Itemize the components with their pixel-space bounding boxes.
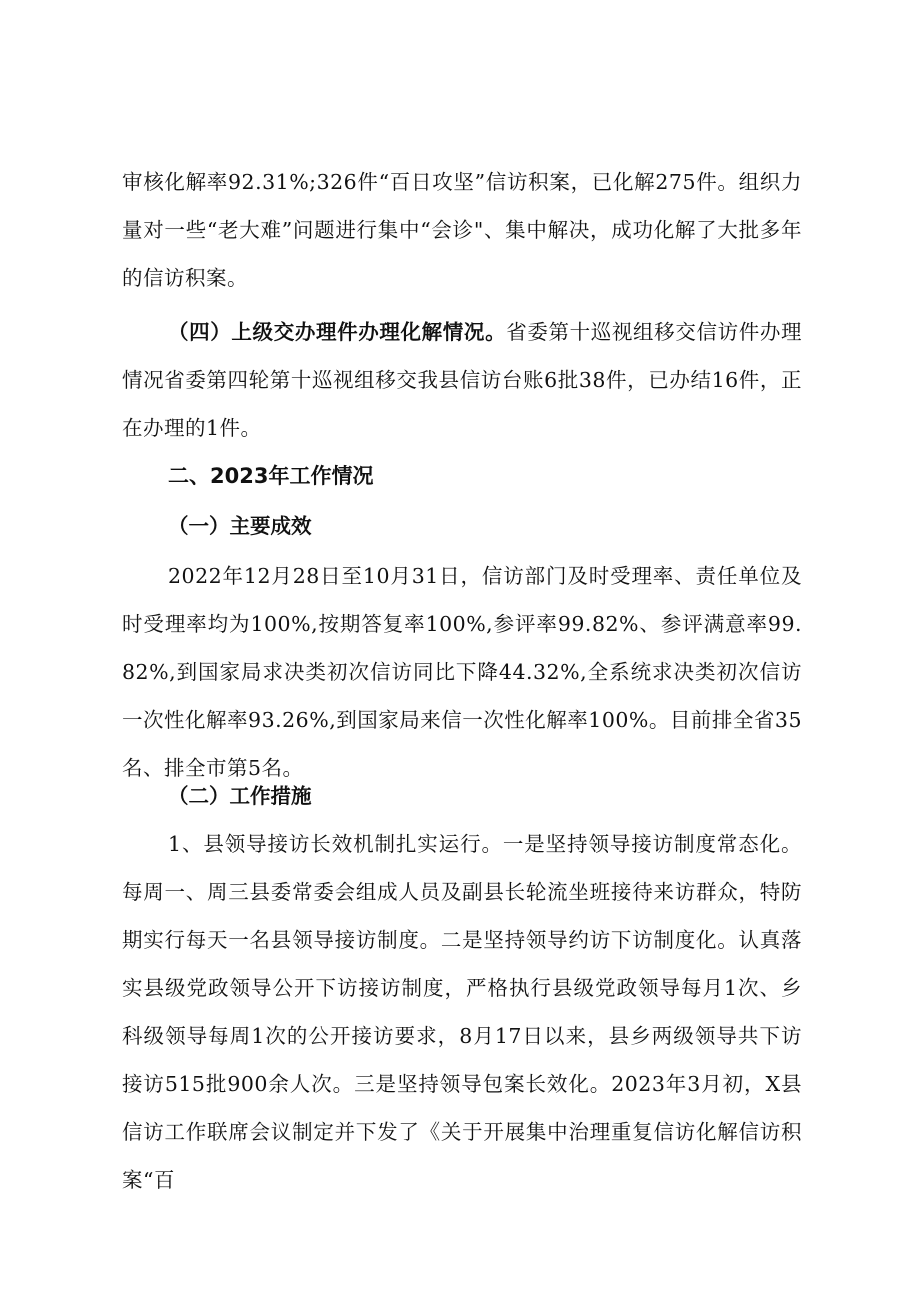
subheading-main-results: （一）主要成效 — [168, 514, 312, 538]
paragraph-main-results: 2022年12月28日至10月31日，信访部门及时受理率、责任单位及时受理率均为100%,按期答复率100%,参评率99.82%、参评满意率99.82%,到国家局求决类初次信访同比下降44.32%,全系统求决类初次信访一次性化解率93.26%,到国家局来信一次性化解率100%。目前排全省35名、排全市第5名。 — [122, 564, 802, 780]
section-heading-2023-work: 二、2023年工作情况 — [168, 464, 374, 488]
paragraph-body-superior-cases: 省委第十巡视组移交信访件办理情况省委第四轮第十巡视组移交我县信访台账6批38件，已办结16件，正在办理的1件。 — [122, 320, 803, 440]
paragraph-work-measures: 1、县领导接访长效机制扎实运行。一是坚持领导接访制度常态化。每周一、周三县委常委会组成人员及副县长轮流坐班接待来访群众，特防期实行每天一名县领导接访制度。二是坚持领导约访下访制度化。认真落实县级党政领导公开下访接访制度，严格执行县级党政领导每月1次、乡科级领导每周1次的公开接访要求，8月17日以来，县乡两级领导共下访接访515批900余人次。三是坚持领导包案长效化。2023年3月初，X县信访工作联席会议制定并下发了《关于开展集中治理重复信访化解信访积案“百 — [122, 832, 802, 1192]
paragraph-resolution-stats: 审核化解率92.31%;326件“百日攻坚”信访积案，已化解275件。组织力量对一些“老大难”问题进行集中“会诊"、集中解决，成功化解了大批多年的信访积案。 — [122, 170, 802, 290]
subheading-work-measures: （二）工作措施 — [168, 784, 312, 808]
paragraph-superior-cases — [122, 308, 802, 452]
paragraph-lead-superior-cases: （四）上级交办理件办理化解情况。 — [168, 320, 507, 344]
